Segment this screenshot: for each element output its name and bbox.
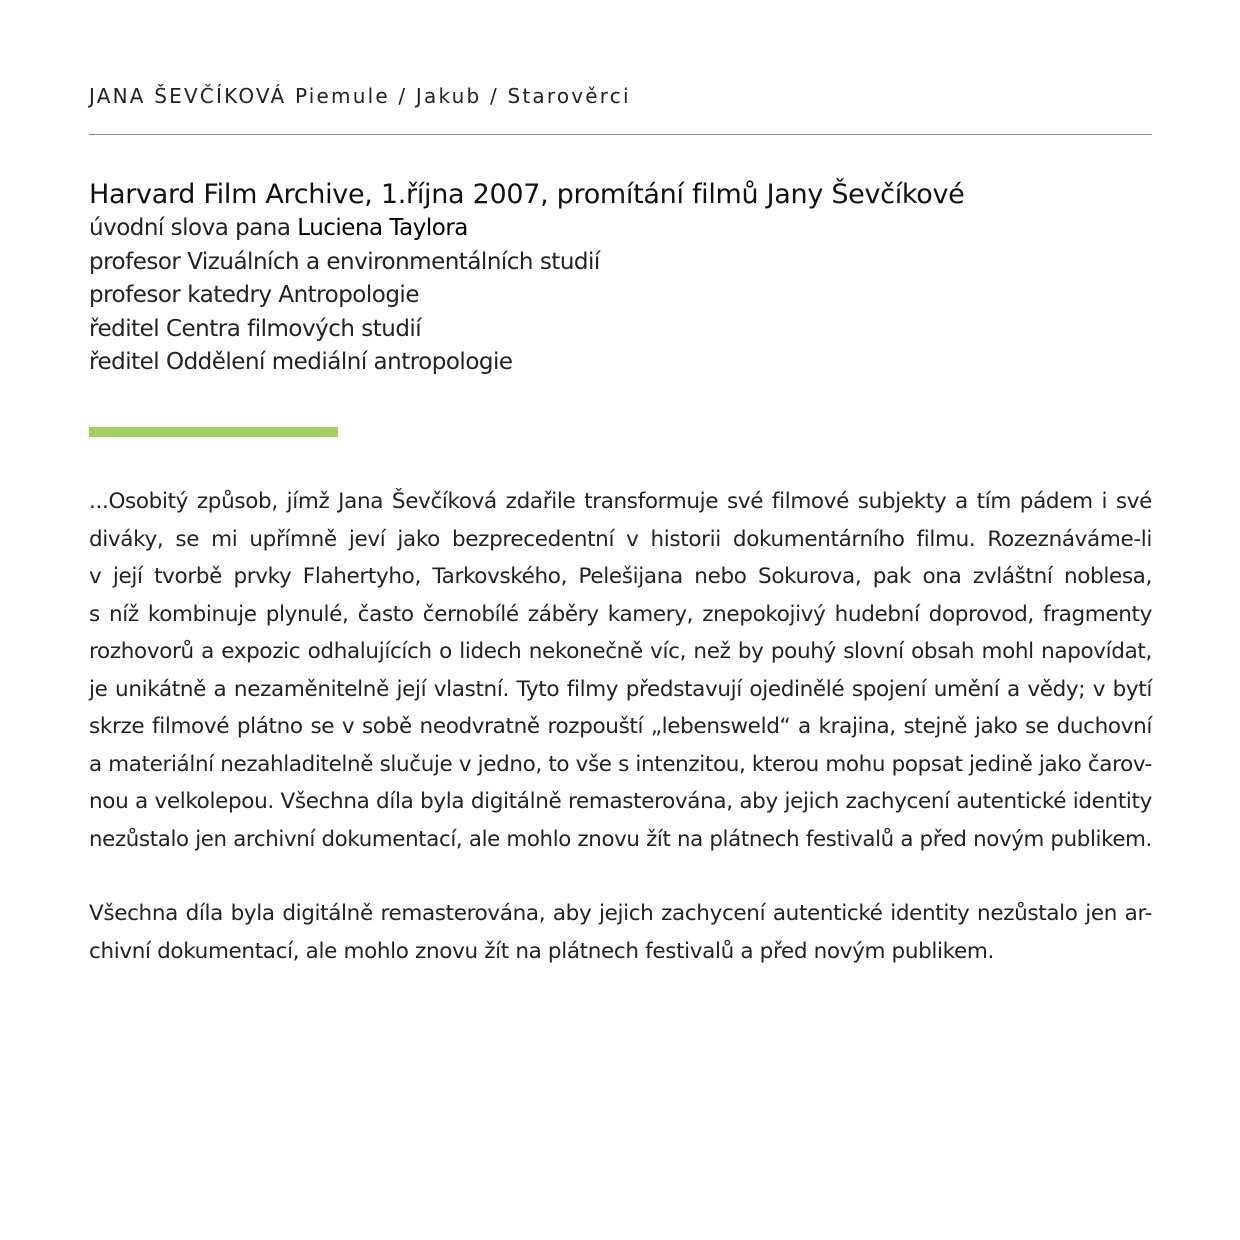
text-line: s níž kombinuje plynulé, často černobílé záběry kamery, znepokojivý hudební doprovod, fragmenty — [89, 601, 1152, 627]
speaker-line — [89, 212, 1152, 246]
text-line: v její tvorbě prvky Flahertyho, Tarkovského, Pelešijana nebo Sokurova, pak ona zvláštní noblesa, — [89, 564, 1152, 589]
text-line: a materiální nezahladitelně slučuje v jedno, to vše s intenzitou, kterou mohu popsat jedině jako čarov- — [89, 751, 1152, 777]
header-divider — [89, 134, 1152, 135]
accent-bar — [89, 427, 338, 437]
page-header: JANA ŠEVČÍKOVÁ Piemule / Jakub / Starověrci — [89, 84, 631, 108]
event-title: Harvard Film Archive, 1.října 2007, promítání filmů Jany Ševčíkové — [89, 179, 965, 210]
speaker-role: profesor Vizuálních a environmentálních studií — [89, 248, 600, 275]
text-line: nou a velkolepou. Všechna díla byla digitálně remasterována, aby jejich zachycení autentické identity — [89, 789, 1152, 814]
speaker-role: ředitel Centra filmových studií — [89, 315, 422, 342]
text-line: diváky, se mi upřímně jeví jako bezprecedentní v historii dokumentárního filmu. Rozeznáváme-li — [89, 526, 1152, 552]
text-line: skrze filmové plátno se v sobě neodvratně rozpouští „lebensweld“ a krajina, stejně jako se duchovní — [89, 714, 1152, 739]
text-line: je unikátně a nezaměnitelně její vlastní. Tyto filmy představují ojedinělé spojení umění a vědy; v bytí — [89, 676, 1152, 702]
remaster-paragraph — [89, 895, 1152, 970]
text-line: nezůstalo jen archivní dokumentací, ale mohlo znovu žít na plátnech festivalů a před novým publikem. — [89, 826, 1152, 852]
quote-paragraph — [89, 483, 1152, 858]
text-line: Všechna díla byla digitálně remasterována, aby jejich zachycení autentické identity nezůstalo jen ar- — [89, 901, 1152, 926]
speaker-prefix: úvodní slova pana — [89, 215, 298, 241]
text-line: ...Osobitý způsob, jímž Jana Ševčíková zdařile transformuje své filmové subjekty a tím pádem i své — [89, 489, 1152, 514]
speaker-role: ředitel Oddělení mediální antropologie — [89, 349, 513, 375]
text-line: chivní dokumentací, ale mohlo znovu žít na plátnech festivalů a před novým publikem. — [89, 938, 994, 964]
speaker-role: profesor katedry Antropologie — [89, 282, 419, 308]
text-line: rozhovorů a expozic odhalujících o lidech nekonečně víc, než by pouhý slovní obsah mohl napovídat, — [89, 639, 1152, 664]
intro-block — [89, 178, 1152, 380]
speaker-name: Luciena Taylora — [297, 215, 468, 241]
